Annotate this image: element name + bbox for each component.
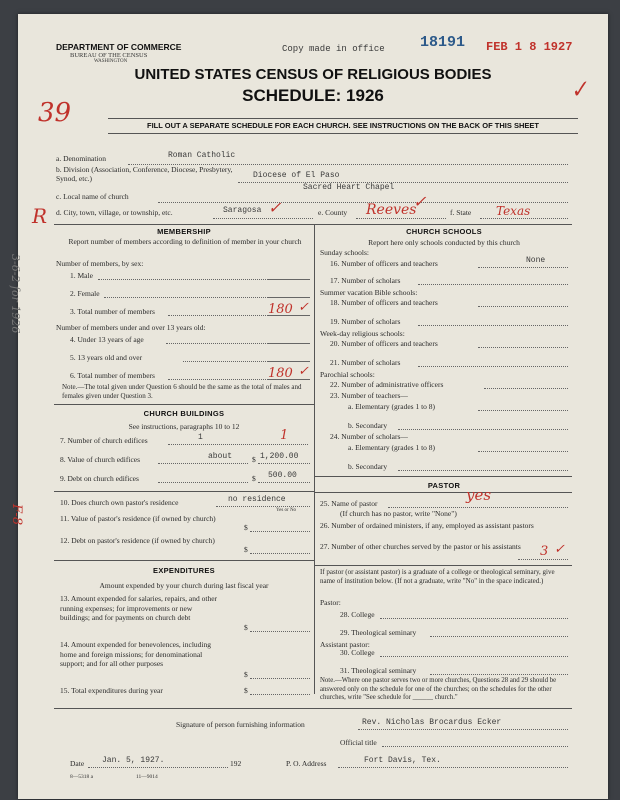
q30-label: 30. College <box>340 648 375 657</box>
red-r-mark: R <box>32 204 48 228</box>
check-mark-q6: ✓ <box>298 364 309 379</box>
q6-value: 180 <box>268 366 293 381</box>
parochial-schools: Parochial schools: <box>320 370 375 379</box>
q24b-label: b. Secondary <box>348 462 388 471</box>
q9-label: 9. Debt on church edifices <box>60 474 139 483</box>
schools-intro: Report here only schools conducted by this church <box>368 238 520 247</box>
denomination-label: a. Denomination <box>56 154 106 163</box>
q18-label: 18. Number of officers and teachers <box>330 298 438 307</box>
vacation-schools: Summer vacation Bible schools: <box>320 288 418 297</box>
q15-dollar: $ <box>244 686 248 695</box>
schedule-number: 18191 <box>420 34 466 51</box>
q15-label: 15. Total expenditures during year <box>60 686 163 695</box>
q19-label: 19. Number of scholars <box>330 317 401 326</box>
q24-label: 24. Number of scholars— <box>330 432 408 441</box>
date-label: Date <box>70 759 85 768</box>
q8-label: 8. Value of church edifices <box>60 455 141 464</box>
q9-dollar: $ <box>252 474 256 483</box>
q25-note: (If church has no pastor, write "None") <box>340 509 457 518</box>
q23a-label: a. Elementary (grades 1 to 8) <box>348 402 436 411</box>
q3-value: 180 <box>268 302 293 317</box>
sunday-schools: Sunday schools: <box>320 248 369 257</box>
q21-label: 21. Number of scholars <box>330 358 401 367</box>
city-label: d. City, town, village, or township, etc. <box>56 208 173 217</box>
q27-red: 3 <box>540 544 549 559</box>
membership-title: MEMBERSHIP <box>157 227 211 236</box>
q13-dollar: $ <box>244 623 248 632</box>
date-stamp: FEB 1 8 1927 <box>486 40 573 54</box>
q23-label: 23. Number of teachers— <box>330 391 408 400</box>
form-number: 8—5318 a <box>70 774 94 780</box>
check-mark-county: ✓ <box>413 192 427 211</box>
q12-dollar: $ <box>244 545 248 554</box>
members-by-sex: Number of members, by sex: <box>56 259 144 268</box>
expenditures-title: EXPENDITURES <box>153 566 215 575</box>
q16-value: None <box>526 256 546 265</box>
pastor-title: PASTOR <box>427 481 461 490</box>
print-number: 11—9014 <box>136 774 158 780</box>
q4-label: 4. Under 13 years of age <box>70 335 144 344</box>
buildings-title: CHURCH BUILDINGS <box>143 409 225 418</box>
signature-label: Signature of person furnishing information <box>176 720 305 729</box>
graduate-note: If pastor (or assistant pastor) is a graduate of a college or theological seminary, give name of institution below. (If not a graduate, write "No" in the space indicated.) <box>320 568 555 585</box>
q14-dollar: $ <box>244 670 248 679</box>
check-mark-q3: ✓ <box>298 300 309 315</box>
state-label: f. State <box>450 208 472 217</box>
assistant-label: Assistant pastor: <box>320 640 370 649</box>
q20-label: 20. Number of officers and teachers <box>330 339 438 348</box>
q8-about: about <box>208 452 233 461</box>
census-schedule-document <box>9 14 608 799</box>
q17-label: 17. Number of scholars <box>330 276 401 285</box>
form-subtitle: SCHEDULE: 1926 <box>242 86 384 105</box>
q1-label: 1. Male <box>70 271 93 280</box>
q24a-label: a. Elementary (grades 1 to 8) <box>348 443 436 452</box>
pastor-label: Pastor: <box>320 598 341 607</box>
denomination-value: Roman Catholic <box>168 151 236 160</box>
q2-label: 2. Female <box>70 289 100 298</box>
q13-label: 13. Amount expended for salaries, repairs, and other running expenses; for improvements or new buildings; and for payments on church debt <box>60 594 218 622</box>
q28-label: 28. College <box>340 610 375 619</box>
q27-label: 27. Number of other churches served by the pastor or his assistants <box>320 542 521 551</box>
weekday-schools: Week-day religious schools: <box>320 329 405 338</box>
q25-label: 25. Name of pastor <box>320 499 378 508</box>
pencil-margin-note: 3-6-2 for 1926 <box>9 254 22 334</box>
copy-note: Copy made in office <box>282 44 385 54</box>
q3-label: 3. Total number of members <box>70 307 155 316</box>
membership-intro: Report number of members according to definition of member in your church <box>68 237 302 246</box>
membership-note: Note.—The total given under Question 6 should be the same as the total of males and females given under Question 3. <box>62 383 302 400</box>
q8-value: 1,200.00 <box>260 452 299 461</box>
q7-red: 1 <box>280 428 289 443</box>
q10-label: 10. Does church own pastor's residence <box>60 498 179 507</box>
q9-value: 500.00 <box>268 471 297 480</box>
q7-label: 7. Number of church edifices <box>60 436 148 445</box>
q10-hint: Yes or No <box>276 508 297 513</box>
date-value: Jan. 5, 1927. <box>102 756 165 765</box>
po-address-label: P. O. Address <box>286 759 327 768</box>
state-value: Texas <box>496 204 531 218</box>
q8-dollar: $ <box>252 455 256 464</box>
city-value: Saragosa <box>223 206 262 215</box>
city-name: WASHINGTON <box>94 59 128 64</box>
signature-value: Rev. Nicholas Brocardus Ecker <box>362 718 502 727</box>
q31-label: 31. Theological seminary <box>340 666 417 675</box>
q29-label: 29. Theological seminary <box>340 628 417 637</box>
q16-label: 16. Number of officers and teachers <box>330 259 438 268</box>
check-mark-city: ✓ <box>268 198 282 217</box>
q11-dollar: $ <box>244 523 248 532</box>
dept-name: DEPARTMENT OF COMMERCE <box>56 42 182 52</box>
buildings-see: See instructions, paragraphs 10 to 12 <box>128 422 240 431</box>
bureau-name: BUREAU OF THE CENSUS <box>70 52 148 59</box>
county-label: e. County <box>318 208 348 217</box>
red-margin-note: F-8 <box>9 504 24 526</box>
county-value: Reeves <box>366 202 417 218</box>
division-value: Diocese of El Paso <box>253 171 340 180</box>
q26-label: 26. Number of ordained ministers, if any, employed as assistant pastors <box>320 521 534 530</box>
q23b-label: b. Secondary <box>348 421 388 430</box>
schools-title: CHURCH SCHOOLS <box>406 227 482 236</box>
q25-red: yes <box>466 486 492 504</box>
po-address-value: Fort Davis, Tex. <box>364 756 441 765</box>
local-name-label: c. Local name of church <box>56 192 129 201</box>
check-mark-header: ✓ <box>567 76 591 105</box>
pastor-note: Note.—Where one pastor serves two or more churches, Questions 28 and 29 should be answered only on the schedule for one of the churches; on the schedules for the other churches, write "See schedule for ______ church." <box>320 677 557 701</box>
q22-label: 22. Number of administrative officers <box>330 380 444 389</box>
red-number-mark: 39 <box>38 98 72 128</box>
official-title-label: Official title <box>340 738 377 747</box>
division-label: b. Division (Association, Conference, Diocese, Presbytery, Synod, etc.) <box>56 165 233 183</box>
form-title: UNITED STATES CENSUS OF RELIGIOUS BODIES <box>134 66 492 83</box>
q6-label: 6. Total number of members <box>70 371 155 380</box>
check-mark-q27: ✓ <box>554 542 565 557</box>
expenditures-intro: Amount expended by your church during last fiscal year <box>99 581 269 590</box>
q10-value: no residence <box>228 495 286 504</box>
local-name-value: Sacred Heart Chapel <box>303 183 395 192</box>
instruction-line: FILL OUT A SEPARATE SCHEDULE FOR EACH CHURCH. SEE INSTRUCTIONS ON THE BACK OF THIS SHEET <box>147 121 539 130</box>
q11-label: 11. Value of pastor's residence (if owned by church) <box>60 514 216 523</box>
q12-label: 12. Debt on pastor's residence (if owned by church) <box>60 536 215 545</box>
q7-typed: 1 <box>198 433 203 442</box>
date-year-suffix: 192 <box>230 759 242 768</box>
q5-label: 5. 13 years old and over <box>70 353 143 362</box>
age-intro: Number of members under and over 13 years old: <box>56 323 206 332</box>
q14-label: 14. Amount expended for benevolences, including home and foreign missions; for denominational support; and for all other purposes <box>60 640 212 668</box>
